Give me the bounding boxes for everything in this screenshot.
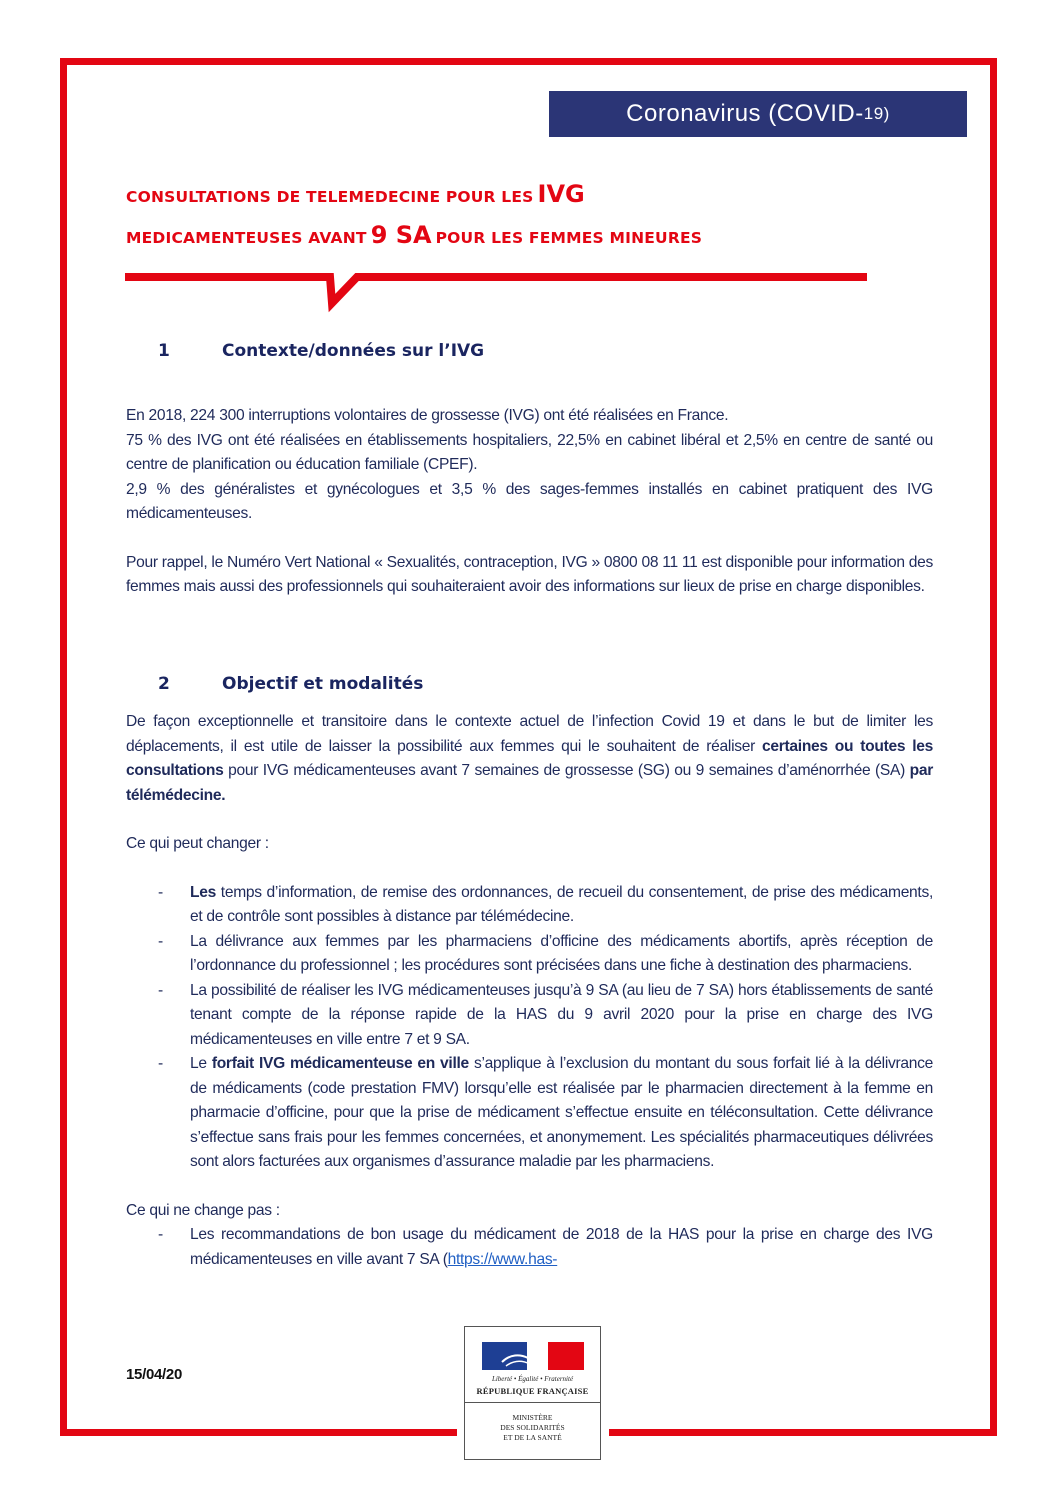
section-1-body [126,404,933,600]
ministry-name: MINISTÈRE DES SOLIDARITÉS ET DE LA SANTÉ [500,1413,565,1442]
republic-name: RÉPUBLIQUE FRANÇAISE [476,1386,589,1396]
banner-text: Coronavirus (COVID [626,100,856,127]
title-line-1: CONSULTATIONS DE TELEMEDECINE POUR LES IVG [126,180,585,208]
title-line-2: MEDICAMENTEUSES AVANT 9 SA POUR LES FEMMES MINEURES [126,221,703,249]
changes-list [126,881,933,1175]
list-item: - La délivrance aux femmes par les pharmaciens d’officine des médicaments abortifs, après réception de l’ordonnance du professionnel ; les procédures sont précisées dans une fiche à destination des pharmaciens. [158,932,933,974]
document-date: 15/04/20 [126,1366,182,1383]
paragraph: 2,9 % des généralistes et gynécologues et 3,5 % des sages-femmes installés en cabinet pratiquent des IVG médicamenteuses. [126,480,933,522]
section-1-heading: 1 Contexte/données sur l’IVG [158,341,485,361]
marianne-flag-icon [482,1340,584,1372]
list-item: - Les recommandations de bon usage du médicament de 2018 de la HAS pour la prise en charge des IVG médicamenteuses en ville avant 7 SA (https://www.has- [158,1226,933,1268]
document-title [126,180,702,262]
paragraph: 75 % des IVG ont été réalisées en établissements hospitaliers, 22,5% en cabinet libéral et 2,5% en centre de santé ou centre de planification ou éducation familiale (CPEF). [126,431,933,473]
republic-motto: Liberté • Égalité • Fraternité [491,1375,574,1383]
paragraph: Pour rappel, le Numéro Vert National « Sexualités, contraception, IVG » 0800 08 11 11 est disponible pour information des femmes mais aussi des professionnels qui souhaiteraient avoir des informations sur lieux de prise en charge disponibles. [126,553,933,595]
list-item: - Le forfait IVG médicamenteuse en ville s’applique à l’exclusion du montant du sous forfait lié à la délivrance de médicaments (code prestation FMV) lorsqu’elle est réalisée par le pharmacien directement à la femme en pharmacie d’officine, pour que la prise de médicament s’effectue ensuite en téléconsultation. Cette délivrance s’effectue sans frais pour les femmes concernées, et anonymement. Les spécialités pharmaceutiques délivrées sont alors facturées aux organismes d’assurance maladie par les pharmaciens. [158,1055,933,1170]
covid-banner: Coronavirus (COVID - 19) [549,91,967,137]
ministry-logo [464,1326,601,1460]
section-2-heading: 2 Objectif et modalités [158,674,424,694]
paragraph: En 2018, 224 300 interruptions volontaires de grossesse (IVG) ont été réalisées en France. [126,407,729,424]
list-item: - La possibilité de réaliser les IVG médicamenteuses jusqu’à 9 SA (au lieu de 7 SA) hors établissements de santé tenant compte de la réponse rapide de la HAS du 9 avril 2020 pour la prise en charge des IVG médicamenteuses en ville entre 7 et 9 SA. [158,981,933,1048]
nochange-label: Ce qui ne change pas : [126,1201,280,1219]
intro-paragraph: De façon exceptionnelle et transitoire dans le contexte actuel de l’infection Covid 19 et dans le but de limiter les déplacements, il est utile de laisser la possibilité aux femmes qui le souhaitent de réaliser certaines ou toutes les consultations pour IVG médicamenteuses avant 7 semaines de grossesse (SG) ou 9 semaines d’aménorrhée (SA) par télémédecine. [126,713,933,804]
speech-bubble-rule-icon [125,273,870,313]
has-link[interactable]: https://www.has- [447,1250,558,1268]
nochanges-list [126,1223,933,1272]
list-item: - Les temps d’information, de remise des ordonnances, de recueil du consentement, de prise des médicaments, et de contrôle sont possibles à distance par télémédecine. [158,883,933,925]
changes-label: Ce qui peut changer : [126,835,269,852]
section-2-body [126,710,933,1272]
